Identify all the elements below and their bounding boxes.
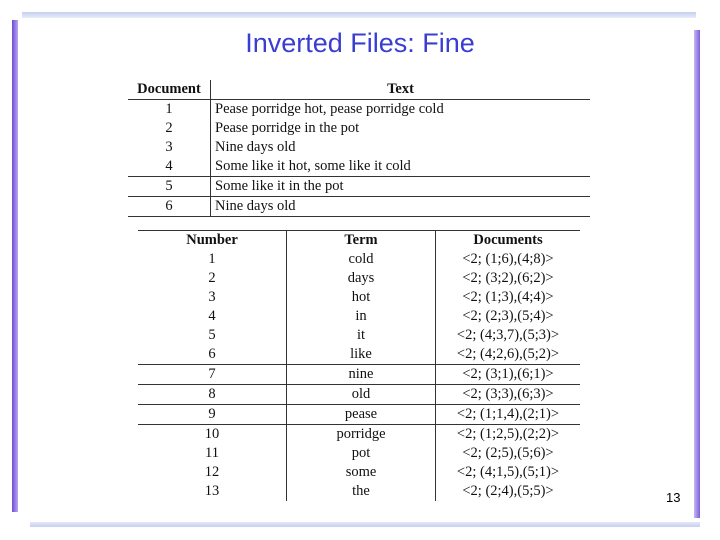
posting-list: <2; (2;3),(5;4)> bbox=[462, 308, 554, 324]
term-number: 2 bbox=[138, 269, 287, 288]
table-row bbox=[138, 288, 580, 307]
term: hot bbox=[287, 288, 436, 307]
slide-frame-top-bar bbox=[22, 12, 696, 18]
term: old bbox=[287, 385, 436, 405]
term: some bbox=[287, 463, 436, 482]
term-number: 7 bbox=[138, 365, 287, 385]
term: it bbox=[287, 326, 436, 345]
posting-list: <2; (4;1,5),(5;1)> bbox=[456, 464, 560, 480]
document-text: Nine days old bbox=[211, 197, 591, 217]
slide-frame-left-bar bbox=[12, 20, 18, 512]
posting-list: <2; (1;1,4),(2;1)> bbox=[436, 405, 581, 425]
document-number: 2 bbox=[128, 119, 211, 138]
term-number: 1 bbox=[138, 250, 287, 269]
table-row bbox=[128, 177, 590, 197]
term: pease bbox=[287, 405, 436, 425]
slide-title: Inverted Files: Fine bbox=[245, 28, 475, 58]
table-row bbox=[138, 365, 580, 385]
document-text: Some like it hot, some like it cold bbox=[215, 158, 411, 174]
posting-list: <2; (1;3),(4;4)> bbox=[462, 289, 554, 305]
term: the bbox=[287, 482, 436, 501]
table-row bbox=[138, 326, 580, 345]
document-number: 6 bbox=[128, 197, 211, 217]
table-row bbox=[138, 385, 580, 405]
term: nine bbox=[287, 365, 436, 385]
inverted-table-header bbox=[138, 231, 580, 251]
text-column-header: Text bbox=[211, 80, 591, 100]
posting-list: <2; (4;2,6),(5;2)> bbox=[456, 346, 560, 362]
document-text: Some like it in the pot bbox=[211, 177, 591, 197]
document-number: 1 bbox=[128, 100, 211, 120]
table-row bbox=[138, 463, 580, 482]
table-row bbox=[138, 269, 580, 288]
document-text: Pease porridge hot, pease porridge cold bbox=[215, 101, 444, 117]
term-number: 13 bbox=[138, 482, 287, 501]
table-row bbox=[138, 405, 580, 425]
document-number: 4 bbox=[128, 157, 211, 177]
inverted-file-table bbox=[138, 230, 580, 501]
term-number: 11 bbox=[138, 444, 287, 463]
term-number: 12 bbox=[138, 463, 287, 482]
posting-list: <2; (2;5),(5;6)> bbox=[462, 445, 554, 461]
slide-frame-bottom-bar bbox=[30, 522, 700, 527]
table-row bbox=[138, 482, 580, 501]
posting-list: <2; (3;1),(6;1)> bbox=[436, 365, 581, 385]
table-row bbox=[128, 197, 590, 217]
term: cold bbox=[287, 250, 436, 269]
table-row bbox=[128, 157, 590, 177]
term: in bbox=[287, 307, 436, 326]
table-row bbox=[138, 307, 580, 326]
documents-table bbox=[128, 80, 590, 217]
term-number: 5 bbox=[138, 326, 287, 345]
posting-list: <2; (4;3,7),(5;3)> bbox=[456, 327, 560, 343]
term: pot bbox=[287, 444, 436, 463]
document-number: 3 bbox=[128, 138, 211, 157]
page-number: 13 bbox=[666, 490, 681, 505]
table-row bbox=[138, 444, 580, 463]
posting-list: <2; (1;6),(4;8)> bbox=[462, 251, 554, 267]
document-number: 5 bbox=[128, 177, 211, 197]
table-row bbox=[138, 425, 580, 445]
table-row bbox=[138, 250, 580, 269]
posting-list: <2; (1;2,5),(2;2)> bbox=[436, 425, 581, 445]
term-number: 9 bbox=[138, 405, 287, 425]
term: days bbox=[287, 269, 436, 288]
documents-column-header: Documents bbox=[436, 231, 581, 251]
document-column-header: Document bbox=[128, 80, 211, 100]
term-number: 3 bbox=[138, 288, 287, 307]
term: like bbox=[287, 345, 436, 365]
documents-table-header bbox=[128, 80, 590, 100]
number-column-header: Number bbox=[138, 231, 287, 251]
term-number: 10 bbox=[138, 425, 287, 445]
term-number: 8 bbox=[138, 385, 287, 405]
posting-list: <2; (3;3),(6;3)> bbox=[436, 385, 581, 405]
posting-list: <2; (2;4),(5;5)> bbox=[462, 483, 554, 499]
slide-frame-right-bar bbox=[694, 30, 700, 518]
table-row bbox=[128, 119, 590, 138]
term-column-header: Term bbox=[287, 231, 436, 251]
table-row bbox=[128, 138, 590, 157]
table-row bbox=[128, 100, 590, 120]
term-number: 6 bbox=[138, 345, 287, 365]
document-text: Nine days old bbox=[215, 139, 296, 155]
table-row bbox=[138, 345, 580, 365]
posting-list: <2; (3;2),(6;2)> bbox=[462, 270, 554, 286]
term-number: 4 bbox=[138, 307, 287, 326]
term: porridge bbox=[287, 425, 436, 445]
document-text: Pease porridge in the pot bbox=[215, 120, 360, 136]
